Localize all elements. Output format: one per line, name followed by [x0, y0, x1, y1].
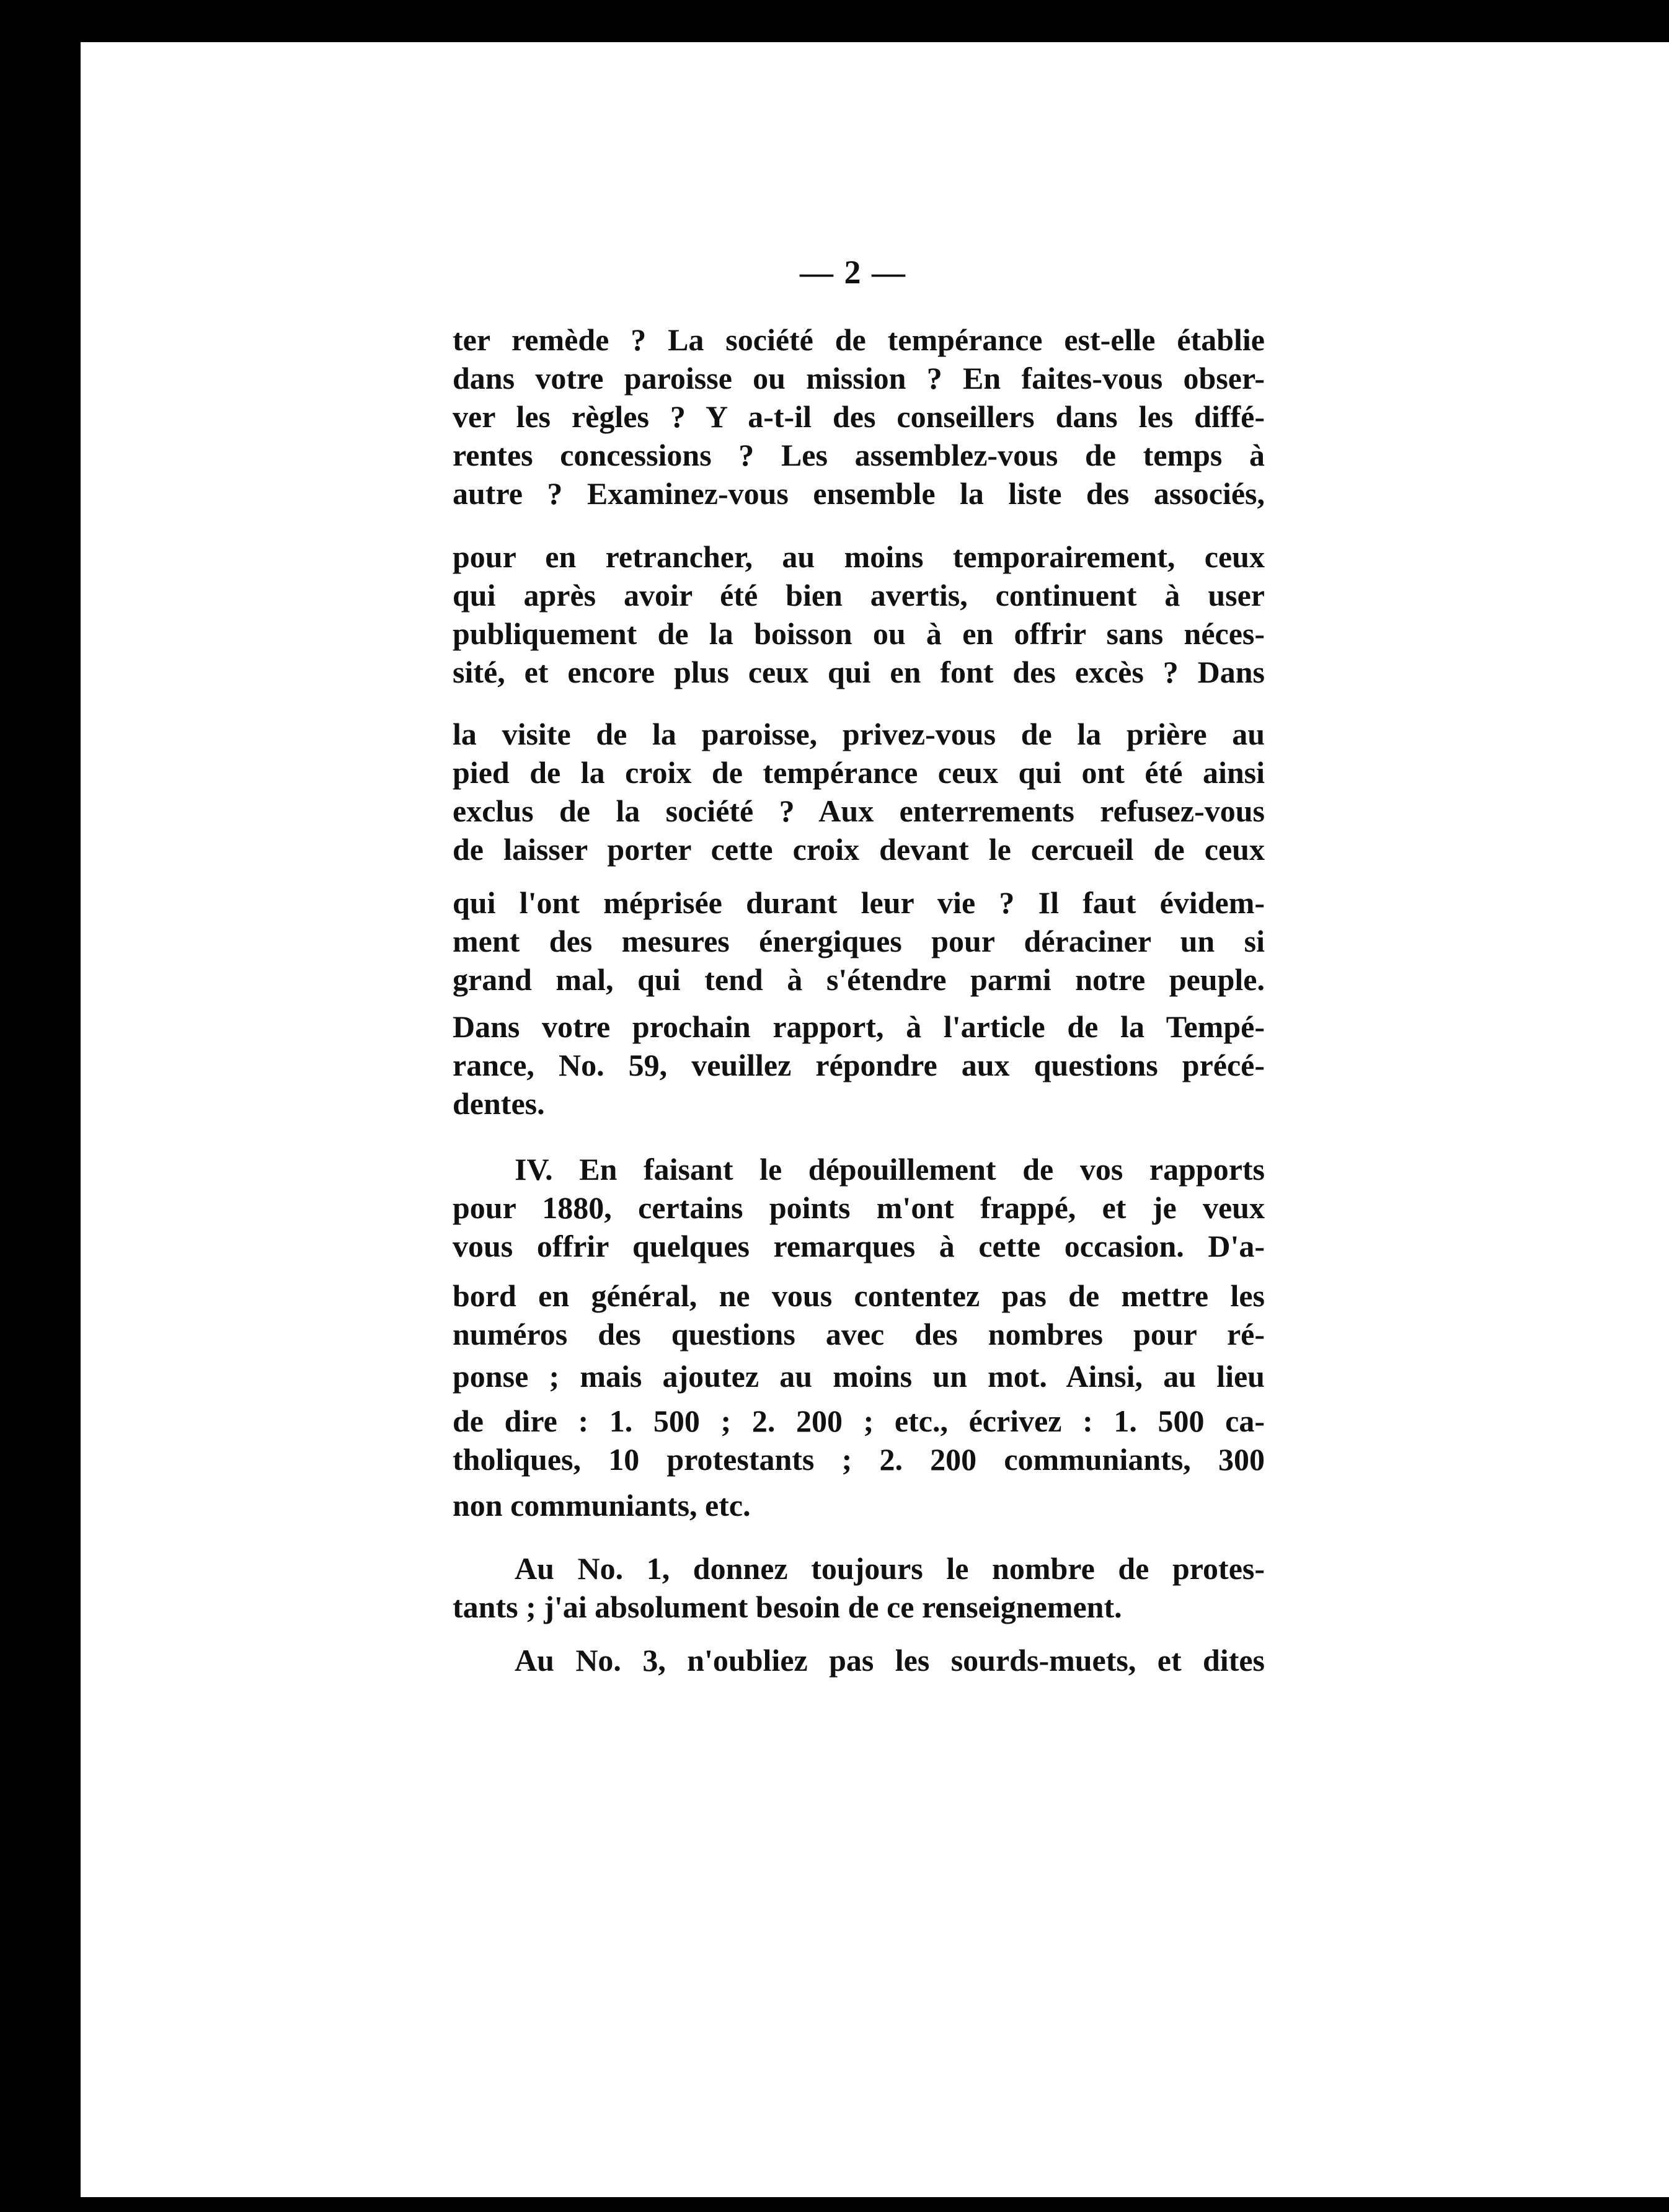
text-line: Au No. 1, donnez toujours le nombre de protes- [515, 1551, 1265, 1586]
text-line: numéros des questions avec des nombres pour ré- [453, 1317, 1265, 1352]
page-number: — 2 — [800, 254, 906, 291]
text-line: ver les règles ? Y a-t-il des conseillers dans les diffé- [453, 399, 1265, 434]
text-line: pied de la croix de tempérance ceux qui ont été ainsi [453, 755, 1265, 790]
scan-edge-mark [0, 2002, 9, 2025]
text-line: pour 1880, certains points m'ont frappé, et je veux [453, 1190, 1265, 1225]
text-line: de laisser porter cette croix devant le cercueil de ceux [453, 832, 1265, 867]
text-line: dans votre paroisse ou mission ? En faites-vous obser- [453, 361, 1265, 396]
text-line: grand mal, qui tend à s'étendre parmi notre peuple. [453, 962, 1265, 997]
text-line: tholiques, 10 protestants ; 2. 200 communiants, 300 [453, 1442, 1265, 1477]
text-line: qui l'ont méprisée durant leur vie ? Il faut évidem- [453, 885, 1265, 920]
text-line: la visite de la paroisse, privez-vous de la prière au [453, 717, 1265, 751]
text-line: exclus de la société ? Aux enterrements refusez-vous [453, 794, 1265, 828]
text-line: non communiants, etc. [453, 1488, 751, 1523]
text-line: tants ; j'ai absolument besoin de ce renseignement. [453, 1590, 1122, 1624]
text-line: vous offrir quelques remarques à cette occasion. D'a- [453, 1229, 1265, 1263]
text-line: Dans votre prochain rapport, à l'article de la Tempé- [453, 1009, 1265, 1044]
text-line: dentes. [453, 1086, 545, 1121]
scan-edge-mark [0, 236, 7, 254]
text-line: rance, No. 59, veuillez répondre aux questions précé- [453, 1048, 1265, 1082]
text-line: sité, et encore plus ceux qui en font des excès ? Dans [453, 655, 1265, 689]
text-line: ter remède ? La société de tempérance est-elle établie [453, 322, 1265, 357]
text-line: rentes concessions ? Les assemblez-vous de temps à [453, 438, 1265, 472]
text-line: Au No. 3, n'oubliez pas les sourds-muets, et dites [515, 1643, 1265, 1678]
text-line: autre ? Examinez-vous ensemble la liste des associés, [453, 476, 1265, 511]
text-line: ponse ; mais ajoutez au moins un mot. Ainsi, au lieu [453, 1359, 1265, 1394]
text-line: IV. En faisant le dépouillement de vos rapports [515, 1152, 1265, 1187]
text-line: bord en général, ne vous contentez pas de mettre les [453, 1278, 1265, 1313]
text-line: pour en retrancher, au moins temporairement, ceux [453, 539, 1265, 574]
scan-edge-mark [0, 1302, 6, 1317]
text-line: qui après avoir été bien avertis, continuent à user [453, 578, 1265, 613]
text-line: ment des mesures énergiques pour déraciner un si [453, 924, 1265, 958]
text-line: publiquement de la boisson ou à en offrir sans néces- [453, 616, 1265, 651]
text-line: de dire : 1. 500 ; 2. 200 ; etc., écrivez : 1. 500 ca- [453, 1404, 1265, 1438]
